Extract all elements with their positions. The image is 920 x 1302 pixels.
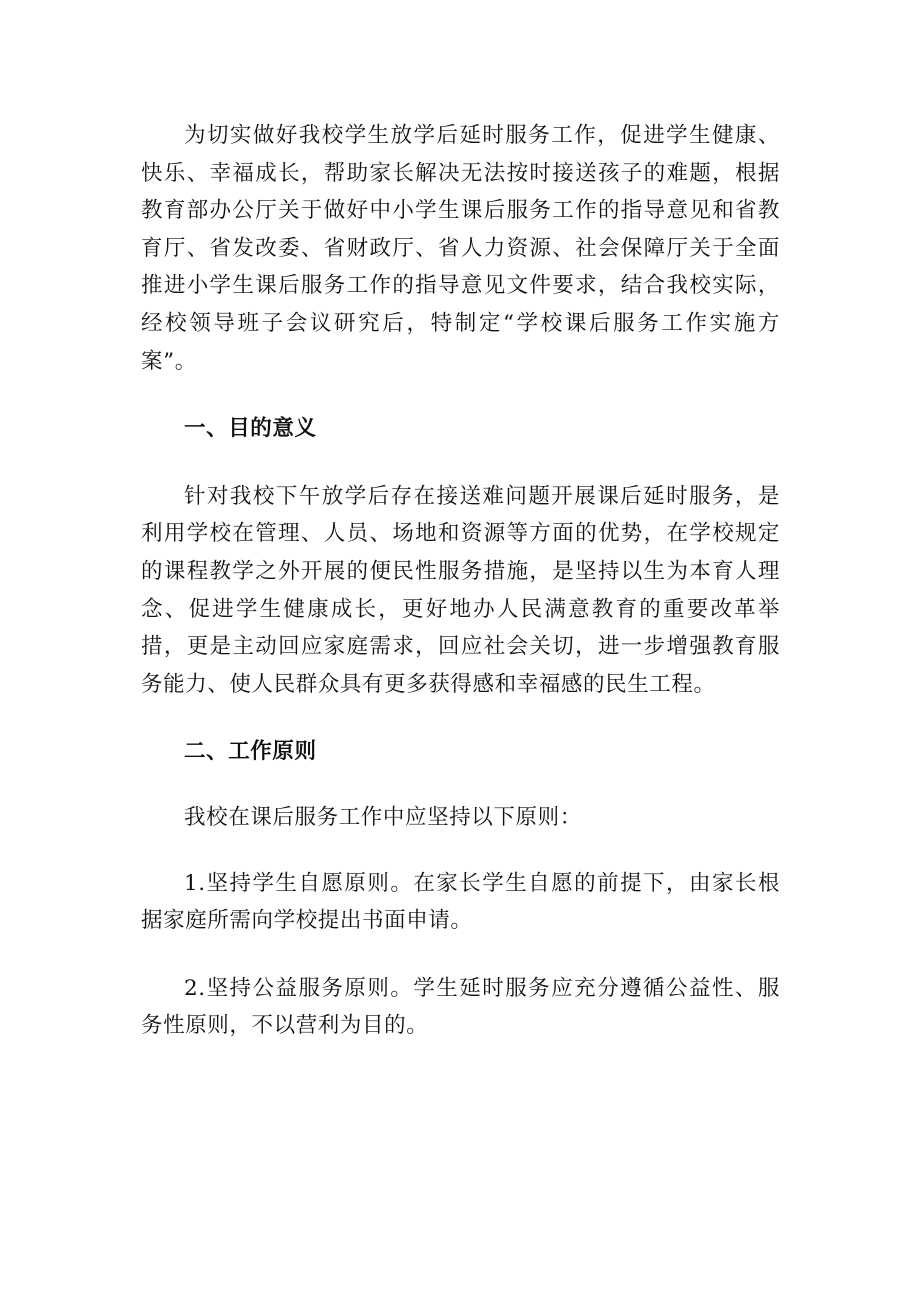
section-heading-principles: 二、工作原则 [184,739,317,765]
section-heading-purpose: 一、目的意义 [184,416,317,442]
principles-intro-paragraph: 我校在课后服务工作中应坚持以下原则： [184,804,582,830]
principle-2-paragraph: 2.坚持公益服务原则。学生延时服务应充分遵循公益性、服务性原则，不以营利为目的。 [141,975,780,1039]
principle-1-paragraph: 1.坚持学生自愿原则。在家长学生自愿的前提下，由家长根据家庭所需向学校提出书面申请。 [141,870,780,934]
purpose-paragraph: 针对我校下午放学后存在接送难问题开展课后延时服务，是利用学校在管理、人员、场地和资源等方面的优势，在学校规定的课程教学之外开展的便民性服务措施，是坚持以生为本育人理念、促进学生健康成长，更好地办人民满意教育的重要改革举措，更是主动回应家庭需求，回应社会关切，进一步增强教育服务能力、使人民群众具有更多获得感和幸福感的民生工程。 [141,483,780,697]
intro-paragraph: 为切实做好我校学生放学后延时服务工作，促进学生健康、快乐、幸福成长，帮助家长解决无法按时接送孩子的难题，根据教育部办公厅关于做好中小学生课后服务工作的指导意见和省教育厅、省发改委、省财政厅、省人力资源、社会保障厅关于全面推进小学生课后服务工作的指导意见文件要求，结合我校实际，经校领导班子会议研究后，特制定“学校课后服务工作实施方案”。 [141,123,780,374]
